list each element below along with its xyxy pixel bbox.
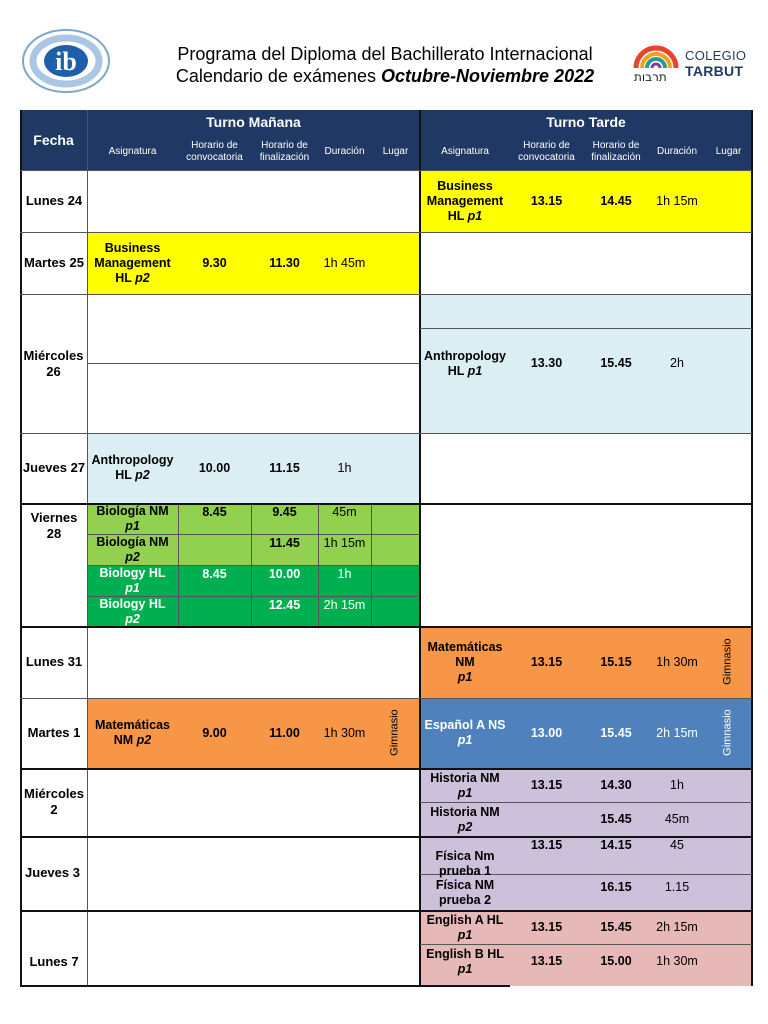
exam-start-time: 13.15 [530,654,563,669]
exam-start-time: 10.00 [198,460,231,475]
header-am-finalizacion: Horario de finalización [251,134,318,170]
exam-end-time: 15.45 [600,725,632,740]
exam-subject: Matemáticas NM p1 [427,639,503,684]
exam-start-time: 8.45 [202,504,227,519]
exam-subject: Español A NS p1 [424,718,506,747]
exam-duration: 1h 30m [656,954,698,968]
exam-start-time: 13.15 [530,920,563,934]
exam-place: Gimnasio [721,709,734,757]
exam-duration: 1h 30m [323,725,366,740]
exam-subject: Biología NM p2 [96,535,169,564]
grid-right-border [751,110,753,986]
exam-duration: 45m [332,504,357,519]
grid-bottom-border [20,985,510,987]
exam-duration: 2h [670,356,684,370]
exam-duration: 2h 15m [656,725,698,740]
exam-end-time: 15.45 [600,812,632,826]
exam-end-time: 11.00 [269,725,300,740]
date-cell: Martes 25 [24,255,84,271]
header-pm-lugar: Lugar [705,134,752,170]
date-cell: Jueves 27 [22,460,86,476]
exam-end-time: 15.00 [600,954,632,968]
grid-row-line [20,170,752,171]
exam-subject: English A HL p1 [426,912,504,942]
exam-start-time: 13.15 [530,954,563,968]
exam-subject: Business Management HL p2 [94,240,171,285]
exam-duration: 1h [337,566,352,581]
exam-subject: Biology HL p2 [99,597,166,626]
date-cell: Jueves 3 [25,865,80,881]
header-turno-tarde: Turno Tarde [420,110,752,134]
exam-subject: Física Nm prueba 1 [435,849,495,878]
exam-subject: Anthropology HL p2 [91,453,174,482]
exam-start-time: 8.45 [202,566,227,581]
ib-logo-text: ib [55,47,77,76]
exam-place: Gimnasio [721,638,734,686]
exam-start-time: 13.15 [530,193,563,208]
exam-start-time: 9.00 [202,725,227,740]
header-am-duracion: Duración [318,134,371,170]
exam-duration: 1h 30m [656,654,698,669]
header-am-lugar: Lugar [371,134,420,170]
exam-start-time: 9.30 [202,255,227,270]
school-hebrew-name: תרבות [634,70,667,84]
school-logo [630,42,756,86]
exam-subject: Historia NM p1 [430,770,500,800]
exam-end-time: 12.45 [268,597,301,612]
exam-start-time: 13.15 [530,778,563,792]
exam-duration: 1h 15m [323,535,366,550]
exam-start-time: 13.15 [530,837,563,852]
header-fecha: Fecha [20,110,87,170]
exam-end-time: 14.30 [600,778,632,792]
exam-end-time: 11.30 [269,255,300,270]
title-line-2: Calendario de exámenes Octubre-Noviembre 2022 [175,66,595,86]
exam-subject: Biology HL p1 [99,566,166,595]
school-name-line1: COLEGIO [685,48,747,63]
header-am-asignatura: Asignatura [87,134,178,170]
exam-subject: English B HL p1 [426,946,504,976]
exam-duration: 1h [670,778,684,792]
exam-subject: Anthropology HL p1 [424,348,506,378]
exam-place: Gimnasio [388,709,401,757]
header-pm-duracion: Duración [649,134,705,170]
grid-row-line [20,698,752,699]
date-cell: Martes 1 [27,725,81,741]
header-pm-asignatura: Asignatura [420,134,510,170]
exam-end-time: 15.15 [600,654,632,669]
tarbut-logo-icon [632,42,680,72]
grid-row-line [20,232,752,233]
exam-end-time: 9.45 [272,504,297,519]
exam-subject: Biología NM p1 [96,504,169,533]
exam-end-time: 16.15 [600,879,632,894]
date-cell: Viernes 28 [30,510,78,541]
exam-subject: Business Management HL p1 [426,178,504,223]
grid-row-line [20,294,752,295]
exam-end-time: 15.45 [600,356,632,370]
exam-duration: 2h 15m [323,597,366,612]
header-pm-finalizacion: Horario de finalización [583,134,649,170]
date-cell: Lunes 7 [29,954,79,970]
exam-end-time: 14.15 [600,837,632,852]
exam-duration: 1h 15m [656,193,698,208]
exam-end-time: 15.45 [600,920,632,934]
title-line-1: Programa del Diploma del Bachillerato Internacional [177,44,593,64]
exam-start-time: 13.30 [530,356,563,370]
exam-duration: 2h 15m [656,920,698,934]
date-cell: Lunes 31 [25,654,83,670]
school-name-line2: TARBUT [685,63,744,79]
exam-subject: Física NM prueba 2 [435,878,495,907]
date-cell: Miércoles 2 [24,786,84,817]
exam-duration: 1h [337,460,352,475]
ib-logo-icon [20,28,112,94]
exam-end-time: 11.45 [269,535,300,550]
page-header [0,0,768,108]
header-turno-manana: Turno Mañana [87,110,420,134]
exam-end-time: 11.15 [269,460,300,475]
header-pm-convocatoria: Horario de convocatoria [510,134,583,170]
exam-end-time: 14.45 [600,193,632,208]
exam-subject: Historia NM p2 [430,804,500,834]
exam-duration: 45 [670,837,684,852]
exam-duration: 45m [664,812,690,826]
exam-subject: Matemáticas NM p2 [94,718,171,747]
grid-row-line [20,433,752,434]
exam-duration: 1h 45m [323,255,366,270]
header-am-convocatoria: Horario de convocatoria [178,134,251,170]
date-cell: Miércoles 26 [23,347,84,379]
exam-duration: 1.15 [664,879,690,894]
exam-end-time: 10.00 [268,566,301,581]
exam-start-time: 13.00 [530,725,563,740]
grid-row-line [87,363,420,364]
date-cell: Lunes 24 [25,193,83,209]
